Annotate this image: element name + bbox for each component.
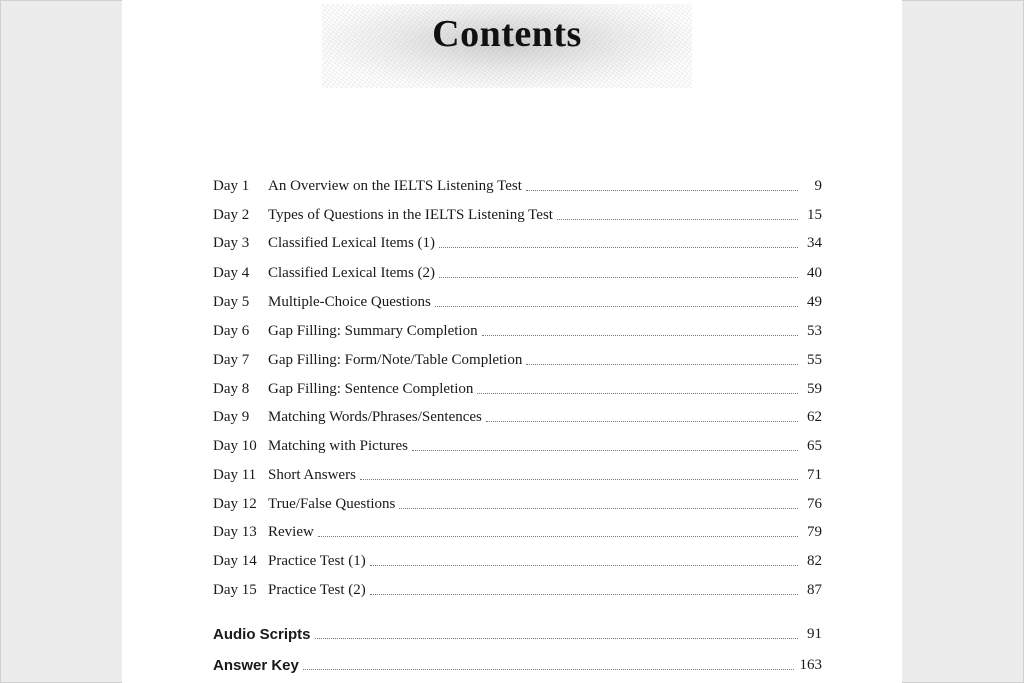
toc-section-entry	[213, 653, 822, 677]
toc-page-number: 59	[807, 380, 822, 397]
toc-entry-title: Matching Words/Phrases/Sentences	[268, 408, 482, 425]
toc-page-number: 76	[807, 495, 822, 512]
toc-day-label: Day 14	[213, 552, 257, 569]
toc-entry	[213, 290, 822, 314]
dot-leader	[526, 363, 798, 365]
toc-page-number: 49	[807, 293, 822, 310]
dot-leader	[303, 668, 794, 670]
toc-section-entry	[213, 622, 822, 646]
toc-entry	[213, 463, 822, 487]
dot-leader	[557, 218, 798, 220]
toc-entry-title: Review	[268, 523, 314, 540]
dot-leader	[399, 507, 798, 509]
toc-entry-title: Classified Lexical Items (1)	[268, 234, 436, 251]
toc-entry-title: Practice Test (2)	[268, 581, 366, 598]
toc-entry	[213, 377, 822, 401]
toc-entry	[213, 405, 822, 429]
toc-day-label: Day 11	[213, 466, 257, 483]
toc-page-number: 62	[807, 408, 822, 425]
toc-entry-title: Types of Questions in the IELTS Listening Test	[268, 206, 553, 223]
dot-leader	[439, 246, 798, 248]
dot-leader	[370, 593, 798, 595]
toc-entry	[213, 434, 822, 458]
toc-day-label: Day 2	[213, 206, 250, 223]
toc-entry	[213, 231, 822, 255]
toc-entry-title: Multiple-Choice Questions	[268, 293, 431, 310]
dot-leader	[315, 637, 798, 639]
toc-day-label: Day 15	[213, 581, 257, 598]
toc-page-number: 82	[807, 552, 822, 569]
toc-entry	[213, 319, 822, 343]
toc-entry-title: An Overview on the IELTS Listening Test	[268, 177, 522, 194]
dot-leader	[360, 478, 798, 480]
dot-leader	[412, 449, 798, 451]
toc-page-number: 15	[807, 206, 822, 223]
toc-entry	[213, 578, 822, 602]
toc-day-label: Day 5	[213, 293, 250, 310]
toc-day-label: Day 12	[213, 495, 257, 512]
toc-entry-title: Classified Lexical Items (2)	[268, 264, 436, 281]
toc-section-title: Audio Scripts	[213, 625, 311, 643]
dot-leader	[486, 420, 798, 422]
dot-leader	[477, 392, 798, 394]
toc-day-label: Day 7	[213, 351, 250, 368]
toc-entry-title: Practice Test (1)	[268, 552, 366, 569]
toc-day-label: Day 13	[213, 523, 257, 540]
toc-entry-title: Matching with Pictures	[268, 437, 408, 454]
toc-section-title: Answer Key	[213, 656, 299, 674]
toc-page-number: 34	[807, 234, 822, 251]
toc-day-label: Day 6	[213, 322, 250, 339]
toc-page-number: 9	[814, 177, 822, 194]
toc-day-label: Day 8	[213, 380, 250, 397]
toc-page-number: 65	[807, 437, 822, 454]
toc-entry-title: Short Answers	[268, 466, 356, 483]
title-halftone-band	[322, 4, 692, 88]
toc-page-number: 163	[799, 656, 822, 673]
toc-page-number: 71	[807, 466, 822, 483]
toc-day-label: Day 9	[213, 408, 250, 425]
toc-page-number: 91	[807, 625, 822, 642]
toc-entry	[213, 174, 822, 198]
toc-day-label: Day 10	[213, 437, 257, 454]
toc-entry-title: Gap Filling: Summary Completion	[268, 322, 478, 339]
toc-entry	[213, 492, 822, 516]
toc-entry-title: Gap Filling: Sentence Completion	[268, 380, 474, 397]
dot-leader	[526, 189, 798, 191]
dot-leader	[435, 305, 798, 307]
toc-page-number: 79	[807, 523, 822, 540]
dot-leader	[439, 276, 798, 278]
toc-day-label: Day 4	[213, 264, 250, 281]
toc-page-number: 55	[807, 351, 822, 368]
toc-entry-title: Gap Filling: Form/Note/Table Completion	[268, 351, 523, 368]
page-title: Contents	[432, 13, 582, 55]
toc-entry	[213, 549, 822, 573]
toc-day-label: Day 1	[213, 177, 250, 194]
dot-leader	[318, 535, 798, 537]
toc-day-label: Day 3	[213, 234, 250, 251]
toc-entry	[213, 203, 822, 227]
dot-leader	[370, 564, 798, 566]
toc-entry	[213, 261, 822, 285]
toc-entry	[213, 520, 822, 544]
toc-page-number: 53	[807, 322, 822, 339]
toc-page-number: 87	[807, 581, 822, 598]
toc-entry-title: True/False Questions	[268, 495, 396, 512]
toc-page-number: 40	[807, 264, 822, 281]
toc-entry	[213, 348, 822, 372]
dot-leader	[482, 334, 798, 336]
